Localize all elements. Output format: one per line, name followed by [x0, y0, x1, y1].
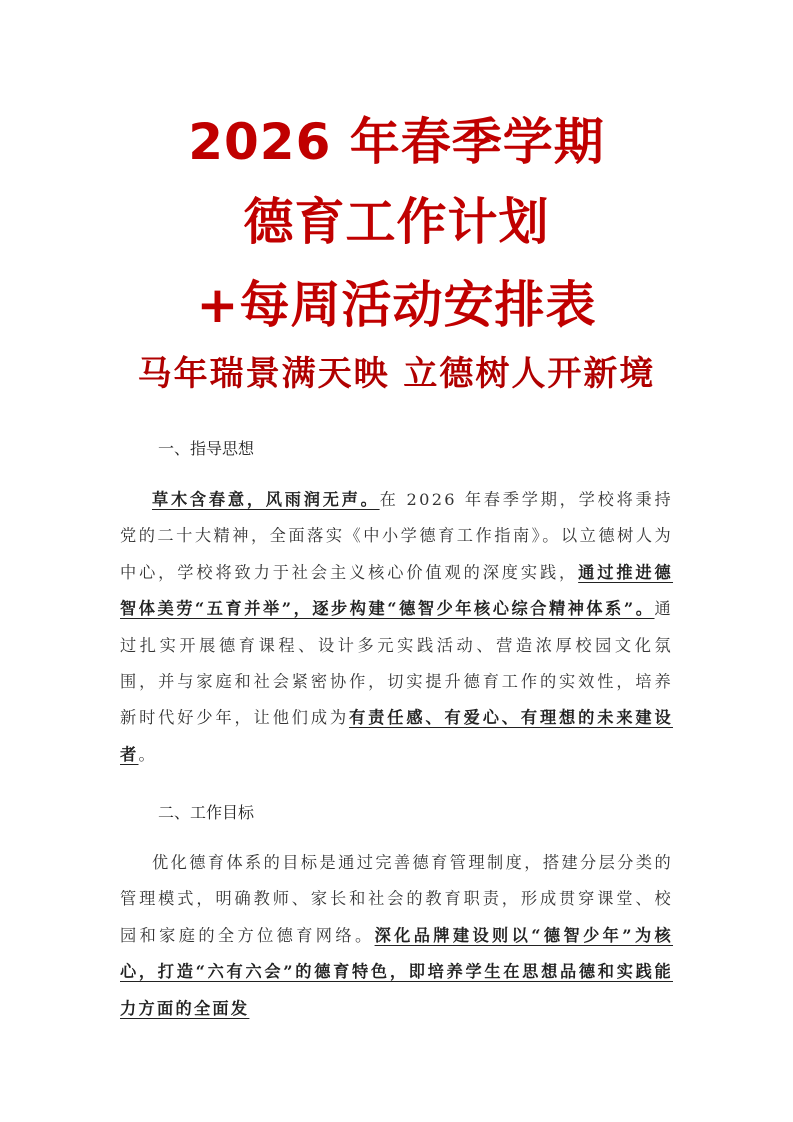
document-title-line-2: 德育工作计划	[243, 193, 550, 251]
section-heading-guiding-ideology: 一、指导思想	[158, 439, 255, 458]
underlined-phrase: 通过推进德智体美劳“五育并举”，逐步构建“德智少年核心综合精神体系”。	[120, 562, 674, 619]
body-text: 在 2026 年春季学期，学校将秉持党的二十大精神，全面落实《中小学德育工作指南》。以立德树人为中心，学校将致力于社会主义核心价值观的深度实践，	[120, 490, 673, 582]
section-paragraph-guiding-ideology	[120, 482, 673, 773]
section-heading-work-goals: 二、工作目标	[158, 803, 255, 822]
underlined-phrase: 草木含春意，风雨润无声。	[152, 490, 380, 509]
document-title-line-1: 2026 年春季学期	[188, 113, 605, 171]
underlined-phrase: 有责任感、有爱心、有理想的未来建设者	[120, 708, 673, 764]
body-text: 。	[138, 744, 157, 764]
body-text: 优化德育体系的目标是通过完善德育管理制度，搭建分层分类的管理模式，明确教师、家长和社会的教育职责，形成贯穿课堂、校园和家庭的全方位德育网络。	[120, 853, 673, 945]
document-title-line-3: +每周活动安排表	[196, 276, 597, 334]
body-text: 通过扎实开展德育课程、设计多元实践活动、营造浓厚校园文化氛围，并与家庭和社会紧密协作，切实提升德育工作的实效性，培养新时代好少年，让他们成为	[120, 599, 673, 728]
section-paragraph-work-goals	[120, 845, 673, 1027]
document-subtitle: 马年瑞景满天映 立德树人开新境	[137, 354, 656, 394]
underlined-phrase: 深化品牌建设则以“德智少年”为核心，打造“六有六会”的德育特色，即培养学生在思想品德和实践能力方面的全面发	[120, 925, 674, 1018]
